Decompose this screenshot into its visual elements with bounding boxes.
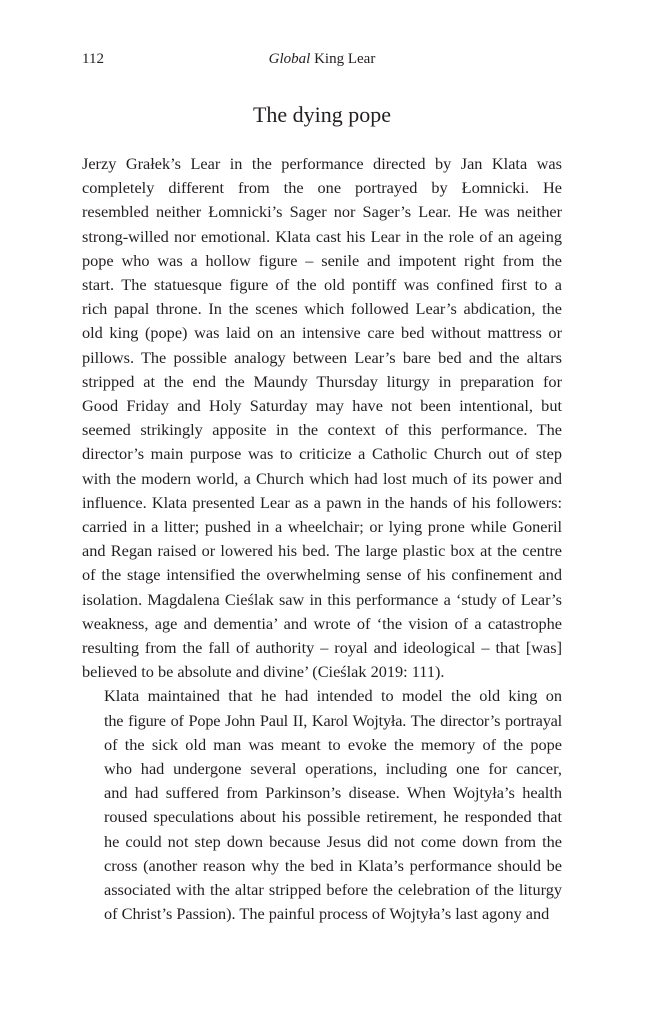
text-line: the figure of Pope John Paul II, Karol Wojtyła. The director’s portrayal — [104, 710, 562, 730]
running-title-rest: King Lear — [310, 51, 376, 67]
text-line: weakness, age and dementia’ and wrote of ‘the vision of a catastrophe — [82, 613, 562, 633]
text-line: roused speculations about his possible retirement, he responded that — [104, 807, 562, 827]
running-title-italic: Global — [268, 51, 311, 67]
text-line: pillows. The possible analogy between Lear’s bare bed and the altars — [82, 347, 562, 367]
running-title — [82, 51, 562, 68]
text-line: director’s main purpose was to criticize a Catholic Church out of step — [82, 444, 562, 464]
text-line: of the sick old man was meant to evoke the memory of the pope — [104, 734, 562, 754]
page-number: 112 — [82, 51, 104, 67]
text-line: of the stage intensified the overwhelming sense of his confinement and — [82, 565, 562, 585]
text-line: carried in a litter; pushed in a wheelchair; or lying prone while Goneril — [82, 517, 562, 537]
section-title: The dying pope — [252, 102, 392, 127]
text-line: stripped at the end the Maundy Thursday liturgy in preparation for — [82, 371, 562, 391]
paragraph — [82, 684, 562, 926]
text-line: believed to be absolute and divine’ (Cieślak 2019: 111). — [82, 662, 445, 682]
text-line: resulting from the fall of authority – royal and ideological – that [was] — [82, 638, 562, 658]
text-line: and Regan raised or lowered his bed. The large plastic box at the centre — [82, 541, 562, 561]
text-line: associated with the altar stripped before the celebration of the liturgy — [104, 880, 562, 900]
text-line: of Christ’s Passion). The painful process of Wojtyła’s last agony and — [104, 904, 550, 924]
text-line: resembled neither Łomnicki’s Sager nor Sager’s Lear. He was neither — [82, 202, 562, 222]
text-line: isolation. Magdalena Cieślak saw in this performance a ‘study of Lear’s — [82, 589, 562, 609]
text-line: seemed strikingly apposite in the context of this performance. The — [82, 420, 562, 440]
text-line: Good Friday and Holy Saturday may have not been intentional, but — [82, 396, 562, 416]
body-text — [82, 152, 562, 927]
text-line: start. The statuesque figure of the old pontiff was confined first to a — [82, 275, 562, 295]
text-line: rich papal throne. In the scenes which followed Lear’s abdication, the — [82, 299, 562, 319]
text-line: strong-willed nor emotional. Klata cast his Lear in the role of an ageing — [82, 226, 562, 246]
text-line: with the modern world, a Church which had lost much of its power and — [82, 468, 562, 488]
text-line: and had suffered from Parkinson’s disease. When Wojtyła’s health — [104, 783, 562, 803]
text-line: old king (pope) was laid on an intensive care bed without mattress or — [82, 323, 562, 343]
text-line: influence. Klata presented Lear as a pawn in the hands of his followers: — [82, 492, 562, 512]
text-line: he could not step down because Jesus did not come down from the — [104, 831, 562, 851]
paragraph — [82, 152, 562, 684]
text-line: completely different from the one portrayed by Łomnicki. He — [82, 178, 562, 198]
text-line: Jerzy Grałek’s Lear in the performance directed by Jan Klata was — [82, 154, 562, 173]
text-line: who had undergone several operations, including one for cancer, — [104, 759, 562, 779]
text-line: Klata maintained that he had intended to model the old king on — [104, 686, 562, 706]
text-line: cross (another reason why the bed in Klata’s performance should be — [104, 855, 562, 875]
running-head — [82, 51, 562, 73]
text-line: pope who was a hollow figure – senile and impotent right from the — [82, 250, 562, 270]
